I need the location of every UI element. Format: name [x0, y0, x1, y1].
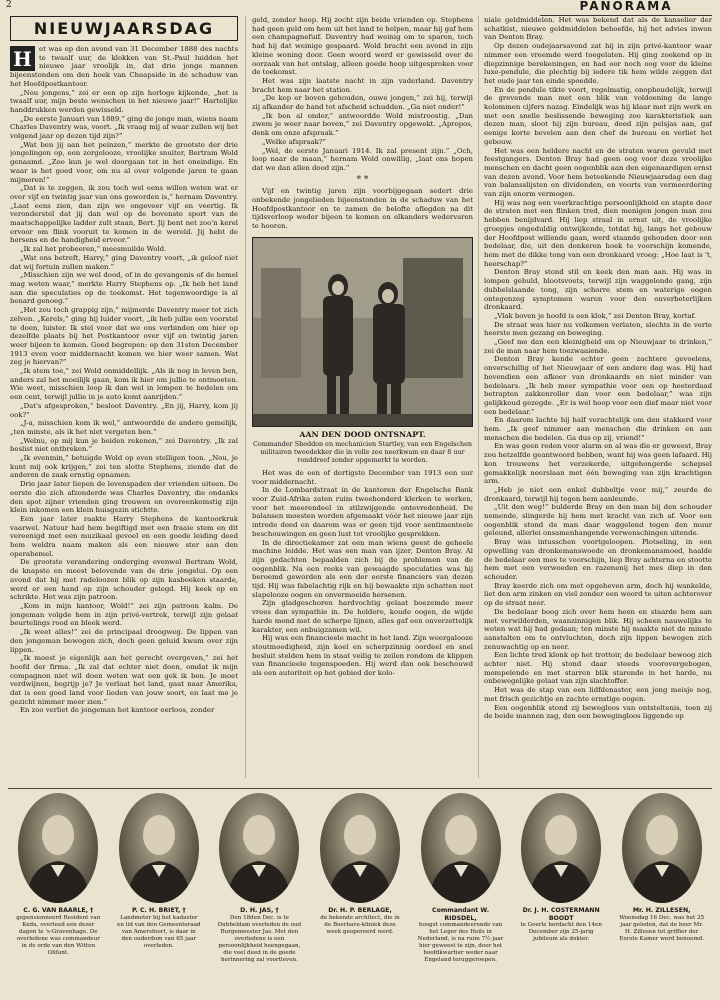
portrait-name: Dr. J. H. COSTERMANN BOODT	[522, 907, 600, 922]
paragraph: „Heb je niet een enkel dubbeltje voor mij,” zeurde de dronkaard, terwijl hij tegen hem aanleunde.	[484, 485, 712, 503]
paragraph: „J-a, misschien kom ik wel,” antwoordde de andere gemelijk, „ten minste, als ik het niet vergeten ben.”	[10, 419, 238, 436]
paragraph: Het was de een of dertigste December van 1913 een uur voor middernacht.	[252, 468, 473, 486]
portrait-caption: Landmeter bij het kadaster en lid van den Gemeenteraad van Amersfoort, is daar in den ouderdom van 65 jaar overleden.	[117, 914, 201, 949]
paragraph: De straat was hier nu volkomen verlaten, slechts in de verte heerste men gezang en beweging.	[484, 320, 712, 338]
portrait-caption: hoogst commandeerende van het Leger des Heils in Nederland, is na ruim 7½ jaar hier geweest te zijn, door het hoofdkwartier weder naar Engeland teruggeroepen.	[417, 922, 504, 963]
portrait-photo	[622, 793, 702, 903]
paragraph: En was geen reden voor alarm en al was die er geweest, Bray zou hetzelfde geantwoord hebben, want hij was geen lafaard. Hij kon trouwens het verzekerde, uitgehongerde schepsel gemakkelijk neerslaan met één beweging van zijn krachtigen arm.	[484, 442, 712, 486]
portrait-name: D. H. JAS, †	[240, 907, 279, 914]
paragraph: „Ik ben al onder,” antwoordde Wold mistroostig. „Dan zwem je weer naar boven,” zei Daventry opgewekt. „Apropos, denk om onze afspraak.”	[252, 111, 473, 138]
paragraph: „Dat is te zeggen, ik zou toch wel eens willen weten wat er over vijf en twintig jaar van ons geworden is,” hernam Daventry. „Laat eens zien, dan zijn we ongeveer vijf en veertig. Ik veronderstel dat jij dan wel op de bovenste sport van de maatschappelijke ladder zult staan, Bert. Jij bent net zoo'n kerel ervoor om flink vooruit te komen in de wereld. Jij hebt de hersens en de handigheid ervoor.”	[10, 184, 238, 245]
portrait-caption: gepensionneerd Resident van Kedu, overleed een dezer dagen te 's-Gravenhage. De overledene was commandeur in de orde van den Witten Olifant.	[16, 914, 101, 956]
column-2-mid	[252, 187, 473, 231]
paragraph: Zijn gladgeschoren hardvochtig gelaat boezemde meer vrees dan sympathie in. De holdere, koude oogen, de wijde harde mond met de scherpe lijnen, alles gaf een onverzettelijk karakter, een onbuigzamen wil.	[252, 599, 473, 634]
portrait	[116, 793, 202, 950]
portrait-name: Dr. H. P. BERLAGE,	[328, 907, 392, 914]
column-1-body	[10, 45, 238, 715]
paragraph: Het was zijn laatste nacht in zijn vaderland. Daventry bracht hem naar het station.	[252, 76, 473, 94]
page-number: 2	[6, 0, 12, 10]
paragraph: „Welnu, op mij kun je beiden rekenen,” zei Daventry. „Ik zal beslist niet ontbreken.”	[10, 436, 238, 454]
portrait-photo	[219, 793, 299, 903]
paragraph: Hij was nog een veerkrachtige persoonlijkheid en stapte door de straten met een flinken tred, dien menigen jongen man zou hebben benijdvard. Hij liep straal in ernst uit, de vroolijke groepjes ongeduldig ontwijkende, totdat hij, langs het gebouw der Hoofdpost willende gaan, werd staande gehouden door een bedelaar, die, uit den donkeren hoek te voorschijn komende, hem met de dikke tong van een dronkaard vroeg: „Hoe laat is 't, heerschap?”	[484, 198, 712, 268]
paragraph: En daarom lachte hij half verachtelijk om den stakkerd voor hem. „Ik geef nimmer aan menschen die drinken en aan menschen die bedelen. Ga dus op zij, vriend!”	[484, 416, 712, 442]
paragraph: „Uit den weg!” bulderde Bray en den man bij den schouder nemende, slingerde hij hem met kracht van zich af. Voor een oogenblik stond de man daar waggelend tegen den muur geleund, allerlei onsamenhangende verwenschingen uitende.	[484, 503, 712, 538]
drop-cap: H	[10, 46, 35, 71]
portrait-photo	[18, 793, 98, 903]
paragraph: „De kop er boven gehouden, ouwe jongen,” zei hij, terwijl zij afkander de hand tot afscheid schudden. „Ga niet onder!”	[252, 94, 473, 112]
photo-illustration	[253, 238, 472, 426]
column-3-body	[484, 16, 712, 721]
paragraph: Denton Bray stond stil en keek den man aan. Hij was in lompen gehuld, blootsvoets, terwijl zijn waggelende gang, zijn dubbelslaande tong, zijn schorre stem en waterige oogen ontegenzeg symptomen waren voor den onverbeterlijken dronkaard.	[484, 268, 712, 312]
paragraph: Hij was een financieele macht in het land. Zijn weergalooze stoutmoedigheid, zijn koel en scherpzinnig oordeel en snel besluit stelden hem in staat veilig te zeilen rondom de klippen van financieele tegenspoeden. Hij werd dan ook beschouwd als een autoriteit op het gebied der kolo-	[252, 634, 473, 678]
portrait-name: C. G. VAN BAARLE, †	[23, 907, 94, 914]
paragraph: Drie jaar later liepen de levenspaden der vrienden uiteen. De eerste die zich afzonderde was Charles Daventry, die ondanks den spot zijner vrienden ging trouwen en overeenkomstig zijn klein inkomen een klein huisgezin stichtte.	[10, 480, 238, 515]
paragraph: De grootste verandering onderging evenwel Bertram Wold, de knapste en meest belovende van de drie jongelui. Op een avond dat hij met radeloozen blik op zijn kasboeken staarde, werd er een hand op zijn schouder gelegd. Hij keek op en schrikte. Het was zijn patroon.	[10, 558, 238, 602]
paragraph: Een oogenblik stond zij bewegloos van ontsteltenis, toen zij de beide mannen zag, den een bewegingloos liggende op	[484, 703, 712, 721]
portrait	[418, 793, 504, 964]
paragraph: „Misschien zijn we wel dood, of in de gevangenis of de hemel mag weten waar,” merkte Harry Stephens op. „Ik heb het land aan die speculaties op de toekomst. Het tegenwoordige is al benard genoeg.”	[10, 271, 238, 306]
portrait-name: Commandant W. RIDSDEL,	[432, 907, 490, 922]
paragraph: Bray keerde zich om met opgeheven arm, doch hij wankelde, liet den arm zinken en viel zonder een woord te uiten achterover op de straat neer.	[484, 581, 712, 608]
photo-aviators	[252, 237, 473, 427]
paragraph: „Kom in mijn kantoor, Wold!” zei zijn patroon kalm. De jongeman volgde hem in zijn privé-vertrek, terwijl zijn gelaat beurtelings rood en bleek werd.	[10, 602, 238, 628]
portrait	[216, 793, 302, 964]
paragraph: Op dezen oudejaarsavond zat hij in zijn privé-kantoor waar nimmer een vreemde werd toegelaten. Hij ging zoekend op in diepzinnige berekeningen, en had oor noch oog voor de kleine luxe-pendule, die plechtig bij iedere tik hem wilde zeggen dat het oude jaar ten einde spoedde.	[484, 42, 712, 85]
portrait-caption: de bekende architect, die in de Boerhave-kliniek deze week geopereerd werd.	[320, 914, 400, 935]
paragraph: „Ik weet alles!” zei de principaal droogweg. De lippen van den jongeman bewogen zich, doch geen geluid kwam over zijn lippen.	[10, 628, 238, 654]
paragraph: „Wel, de eerste Januari 1914. Ik zal present zijn.” „Och, loop naar de maan,” hernam Wold onwillig, „laat ons hopen dat we dan allen dood zijn.”	[252, 146, 473, 172]
paragraph: niale geldmiddelen. Het was bekend dat als de kanselier der schatkist, nieuwe geldmiddelen behoefde, hij het advies inwon van Denton Bray.	[484, 16, 712, 42]
paragraph: geld, zonder hoop. Hij zocht zijn beide vrienden op. Stephens had geen geld om hem uit het land te helpen, maar hij gaf hem een champagnefuif. Daventry had weinig om te sparen, toch had hij dat weinige gespaard. Wold bracht een avond in zijn kleine woning door. Geen woord werd er gewisseld over de oorzaak van het ontslag, alleen goede hoop uitgesproken voor de toekomst.	[252, 16, 473, 77]
paragraph: „Het zou toch grappig zijn,” mijmerde Daventry meer tot zich zelven. „Kerels,” ging hij luider voort, „ik heb jullie een voorstel te doen, luister. Ik stel voor dat we ons verbinden om hier op dezelfde plaats bij het Postkantoor over vijf en twintig jaren weer bijeen te komen. Goed begrepen: op den 31sten December 1913 even voor middernacht komen we hier weer samen. Wat zeg je hiervan?”	[10, 306, 238, 367]
paragraph: In de directiekamer zat een man wiens geest de geheele machine leidde. Het was een man van ijzer, Denton Bray. Al zijn gedachten bepaalden zich bij de problemen van de oogenblik. Na een reeks van gewaagde speculaties was hij beroemd geworden als een der eerste financiers van dezen tijd. Hij was fabelachtig rijk en hij bewaakte zijn schatten met slapelooze oogen en onvermoeide hersenen.	[252, 538, 473, 599]
paragraph: „Vlak boven je hoofd is een klok,” zei Denton Bray, kortaf.	[494, 311, 697, 320]
portrait-photo	[421, 793, 501, 903]
column-2-top	[252, 16, 473, 173]
paragraph: „Welke afspraak?”	[262, 137, 327, 146]
paragraph: De bedelaar boog zich over hem heen en staarde hem aan met verwilderden, waanzinnigen blik. Hij scheen nauwelijks te weten wat hij had gedaan; ten minste hij maakte niet de minste aanstalten om te ontvluchten, doch zijn lippen bewogen zich zenuwachtig op en neer.	[484, 607, 712, 651]
paragraph: Bray was intusschen voortgeloopen. Plotseling, in een opwelling van dronkemanswoede en dronkemansmoed, haalde de bedelaar een mes te voorschijn, liep Bray achterna en stootte hem met een verwoeden en razenenij het mes diep in den schouder.	[484, 538, 712, 581]
paragraph: „De eerste Januari van 1889,” ging de jonge man, wiens naam Charles Daventry was, voort. „Ik vraag mij af waar zullen wij het volgend jaar op dezen tijd zijn?”	[10, 114, 238, 141]
masthead: PANORAMA	[540, 0, 712, 16]
paragraph: „Nou jongens,” zei er een op zijn horloge kijkende, „het is twaalf uur, mijn beste wenschen in het nieuwe jaar!” Hartelijke handdrukken werden gewisseld.	[10, 88, 238, 114]
paragraph: „Wat ons betreft, Harry,” ging Daventry voort, „ik geloof niet dat wij fortuin zullen maken.”	[10, 253, 238, 271]
photo-caption: Commander Sheddon en mechanicien Startley, van een Engelschen militairen tweedekker die in volle zee neerkwam en daar 8 uur ronddreef zonder opgemerkt te worden.	[252, 439, 473, 464]
paragraph: Denton Bray kende echter geen zachtere gevoelens, onverschillig of het Nieuwjaar of een andere dag was. Hij had bovendien een afkeer van dronkaards en niet minder van bedelaars. „Ik heb meer sympathie voor een op heeterdaad betrapten zakkenroller dan voor een bedelaar,” was zijn gelijkkoud gezegde. „Er is wel hoop voor een dief maar niet voor een bedelaar.”	[484, 355, 712, 416]
photo-title: AAN DEN DOOD ONTSNAPT.	[299, 429, 426, 439]
column-1	[10, 16, 238, 778]
portrait-caption: Woensdag 16 Dec. was het 25 jaar geleden, dat de heer Mr. H. Zillesen tot griffier der Eerste Kamer werd benoemd.	[619, 914, 705, 942]
column-3	[484, 16, 712, 778]
paragraph: En zoo verliet de jongeman het kantoor eerloos, zonder	[20, 706, 215, 715]
portrait-photo	[119, 793, 199, 903]
paragraph: Een jaar later raakte Harry Stephens de kantoorkruk vaarwel. Natuur had hem begiftigd met een fraaie stem en dit vereenigd met een muzikaal gevoel en een goede leiding deed hem weldra naam maken als een nieuwe ster aan den operahemel.	[10, 514, 238, 558]
portrait-name: Mr. H. ZILLESEN,	[632, 907, 691, 914]
paragraph: „Ik zal het probeeren,” meesmuilde Wold.	[20, 245, 167, 254]
column-2-bottom	[252, 469, 473, 678]
portrait	[619, 793, 705, 943]
column-divider	[478, 16, 479, 778]
column-2	[252, 16, 473, 778]
column-divider	[245, 16, 246, 778]
paragraph: H et was op den avond van 31 December 1888 des nachts te twaalf uur, de klokken van St.-Paul luidden het nieuwe jaar vroolijk in, dat drie jonge mannen bijeenstonden om den hoek van Cheapside in de schaduw van het Hoofdpostkantoor.	[10, 45, 238, 88]
paragraph: Een lichte tred klonk op het trottoir, de bedelaar bewoog zich achter niet. Hij stond daar steeds voorovergebogen, mompelende en met starren blik starende in het harde, nu onbewegelijke gelaat van zijn slachtoffer.	[484, 651, 712, 686]
portrait-name: P. C. H. BRIET, †	[132, 907, 186, 914]
paragraph: „Wat ben jij aan het peinzen,” merkte de grootste der drie jongelingen op, een zorgelooze, vroolijke snuiter, Bertram Wold genaamd. „Zoo kun je wel doorgaan tot in het oneindige. En waar is het goed voor, om nu al over volgende jaren te gaan mijmeren!”	[10, 140, 238, 184]
portrait-photo	[521, 793, 601, 903]
portrait-photo	[320, 793, 400, 903]
paragraph: In de Lombardstraat in de kantoren der Engelsche Bank voor Zuid-Afrika zaten ruim tweehonderd klerken te werken, voor het meerendeel in stilzwijgende ontevredenheid. De balansen moesten worden afgemaakt vóór het nieuwe jaar zijn intrede deed en daarom was er geen tijd voor sentimenteele beschouwingen en geen lust tot vroolijke gesprekken.	[252, 486, 473, 538]
paragraph: Het was een heldere nacht en de straten waren gevuld met feestgangers. Denton Bray had geen oog voor deze vroolijke menschen en dacht geen oogenblik aan den eigenaardigen ernst van dezen avond. Voor hem beteekende Nieuwjaarsdag een dag van balansslijsten en dividenden, en voorts van vermeerdering van zijn enorm vermogen.	[484, 146, 712, 199]
portrait	[317, 793, 403, 936]
portrait	[15, 793, 101, 957]
paragraph: „Geef me dan een kleinigheid om op Nieuwjaar te drinken,” zei de man naar hem toezwaaiende.	[484, 338, 712, 355]
paragraph: „Ik moest je eigenlijk aan het gerecht overgeven,” zei het hoofd der firma. „Ik zal dat echter niet doen, omdat ik mijn compagnon niet wil doen weten wat een gek ik ben. Je moet verdwijnen, begrijp je? Je verlaat het land, gaat naar Amerika, dat is een goed land voor lieden van jouw soort, en laat me je gezicht nimmer meer zien.”	[10, 654, 238, 706]
portrait-caption: te Goerle herdacht den 14en December zijn 25-jarig jubileum als dokter.	[520, 922, 602, 942]
section-break: * *	[356, 174, 369, 185]
portrait-caption: Den 18den Dec. is te Dubbeldam overleden de oud Burgemeester Jas. Met den overledene is een persoonlijkheid heengegaan, die veel deed in de goede herinnering zal voortleven.	[217, 914, 302, 963]
paragraph: Het was de stap van een lidfdenaster, een jong meisje nog, met frisch gezichtje en zachte ernstige oogen.	[484, 686, 712, 703]
paragraph: En de pendule tikte voort, regelmatig, onophoudelijk, terwijl de grevende man met een blik van voldoening de lange kolommen cijfers nazag. Eindelijk was hij klaar met zijn werk en met een snelle beslissende beweging zoo karakteristiek aan dezen man, sloot hij zijn bureau, deed zijn pelsjas aan, gaf eenige korte bevelen aan den chef de bureau en verliet het gebouw.	[484, 85, 712, 146]
paragraph: „Ik stem toe,” zei Wold onmiddellijk. „Als ik nog in leven ben, anders zal het moeilijk gaan, kom ik hier om jullie te ontmoeten. Wie weet, misschien loop ik dan wel in lompen te bedelen om een cent, terwijl jullie in je auto komt aanrijden.”	[10, 367, 238, 402]
portrait	[518, 793, 604, 943]
headline: NIEUWJAARSDAG	[10, 16, 238, 41]
portrait-strip	[8, 788, 712, 999]
paragraph: „Ik evenmin,” betuigde Wold op even stelligen toon. „Nou, je kunt mij ook krijgen,” zei ten slotte Stephens, ziende dat de anderen de zaak ernstig opnamen.	[10, 454, 238, 480]
paragraph: Vijf en twintig jaren zijn voorbijgegaan sedert drie onbekende jongelieden bijeenstonden in de schaduw van het Hoofdpostkantoor en te zamen de belofte aflegden na dit tijdsverloop weder bijeen te komen en elkanders wedervaren te hooren.	[252, 187, 473, 231]
paragraph: „Dat's afgesproken,” besloot Daventry. „En jij, Harry, kom jij ook?”	[10, 401, 238, 419]
